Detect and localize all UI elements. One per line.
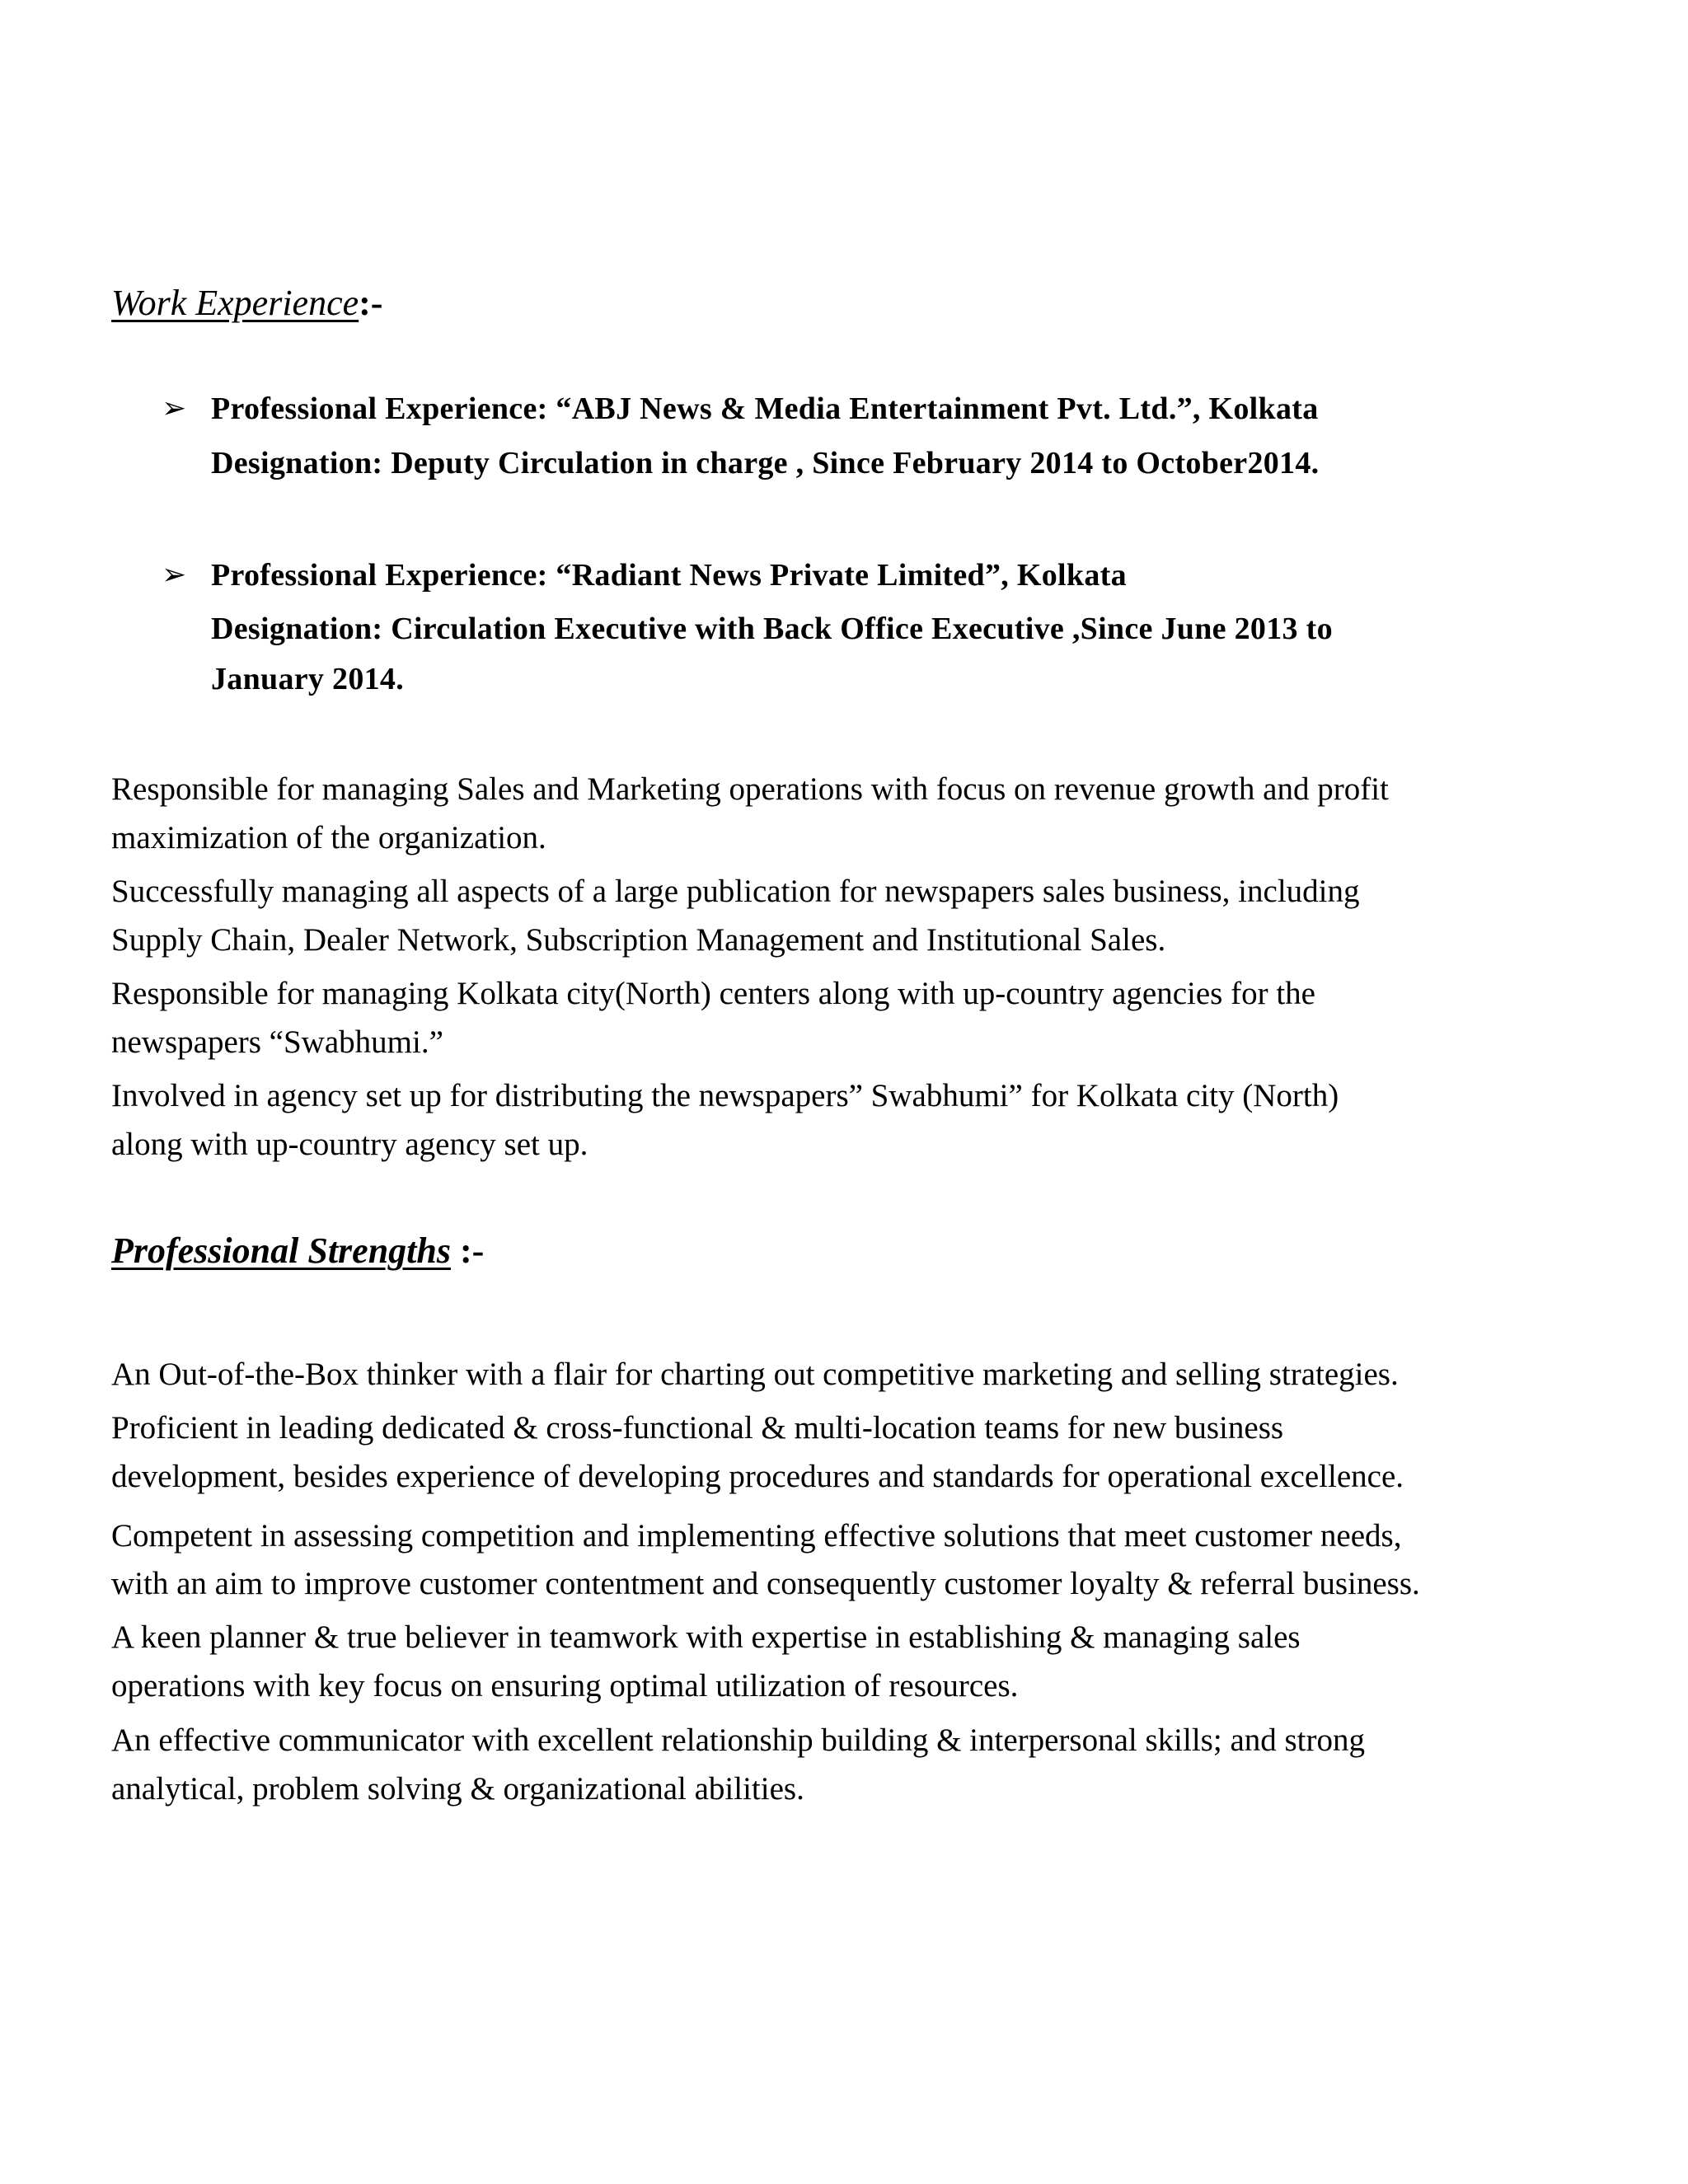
designation-line: January 2014. [211, 662, 405, 696]
strength-line: operations with key focus on ensuring optimal utilization of resources. [111, 1668, 1019, 1704]
strength-line: An Out-of-the-Box thinker with a flair for charting out competitive marketing and selling strategies. [111, 1357, 1399, 1392]
strength-line: Competent in assessing competition and implementing effective solutions that meet customer needs, [111, 1518, 1402, 1554]
strength-line: with an aim to improve customer contentment and consequently customer loyalty & referral business. [111, 1566, 1420, 1601]
strength-line: An effective communicator with excellent relationship building & interpersonal skills; and strong [111, 1722, 1365, 1758]
paragraph-line: Supply Chain, Dealer Network, Subscription Management and Institutional Sales. [111, 922, 1166, 958]
strength-line: A keen planner & true believer in teamwork with expertise in establishing & managing sales [111, 1619, 1301, 1655]
paragraph-line: Responsible for managing Kolkata city(North) centers along with up-country agencies for the [111, 976, 1315, 1011]
paragraph-line: newspapers “Swabhumi.” [111, 1024, 443, 1060]
work-experience-title: Work Experience [111, 283, 359, 323]
professional-strengths-heading [111, 1230, 484, 1272]
strength-line: development, besides experience of developing procedures and standards for operational excellence. [111, 1459, 1404, 1494]
arrow-bullet-icon: ➢ [162, 391, 187, 425]
paragraph-line: Responsible for managing Sales and Marketing operations with focus on revenue growth and profit [111, 771, 1389, 807]
designation-line: Designation: Deputy Circulation in charge , Since February 2014 to October2014. [211, 446, 1320, 480]
work-experience-suffix: :- [359, 283, 383, 323]
designation-line: Designation: Circulation Executive with Back Office Executive ,Since June 2013 to [211, 612, 1333, 646]
professional-strengths-title: Professional Strengths [111, 1230, 451, 1271]
professional-strengths-suffix: :- [459, 1230, 485, 1271]
work-experience-heading [111, 282, 382, 324]
paragraph-line: maximization of the organization. [111, 820, 546, 855]
arrow-bullet-icon: ➢ [162, 558, 187, 592]
strength-line: analytical, problem solving & organizational abilities. [111, 1771, 804, 1807]
paragraph-line: Involved in agency set up for distributing the newspapers” Swabhumi” for Kolkata city (North) [111, 1078, 1339, 1113]
experience-line: Professional Experience: “Radiant News Private Limited”, Kolkata [211, 558, 1127, 593]
experience-line: Professional Experience: “ABJ News & Media Entertainment Pvt. Ltd.”, Kolkata [211, 391, 1319, 426]
strength-line: Proficient in leading dedicated & cross-functional & multi-location teams for new business [111, 1410, 1284, 1446]
paragraph-line: along with up-country agency set up. [111, 1127, 588, 1162]
paragraph-line: Successfully managing all aspects of a large publication for newspapers sales business, including [111, 874, 1360, 909]
